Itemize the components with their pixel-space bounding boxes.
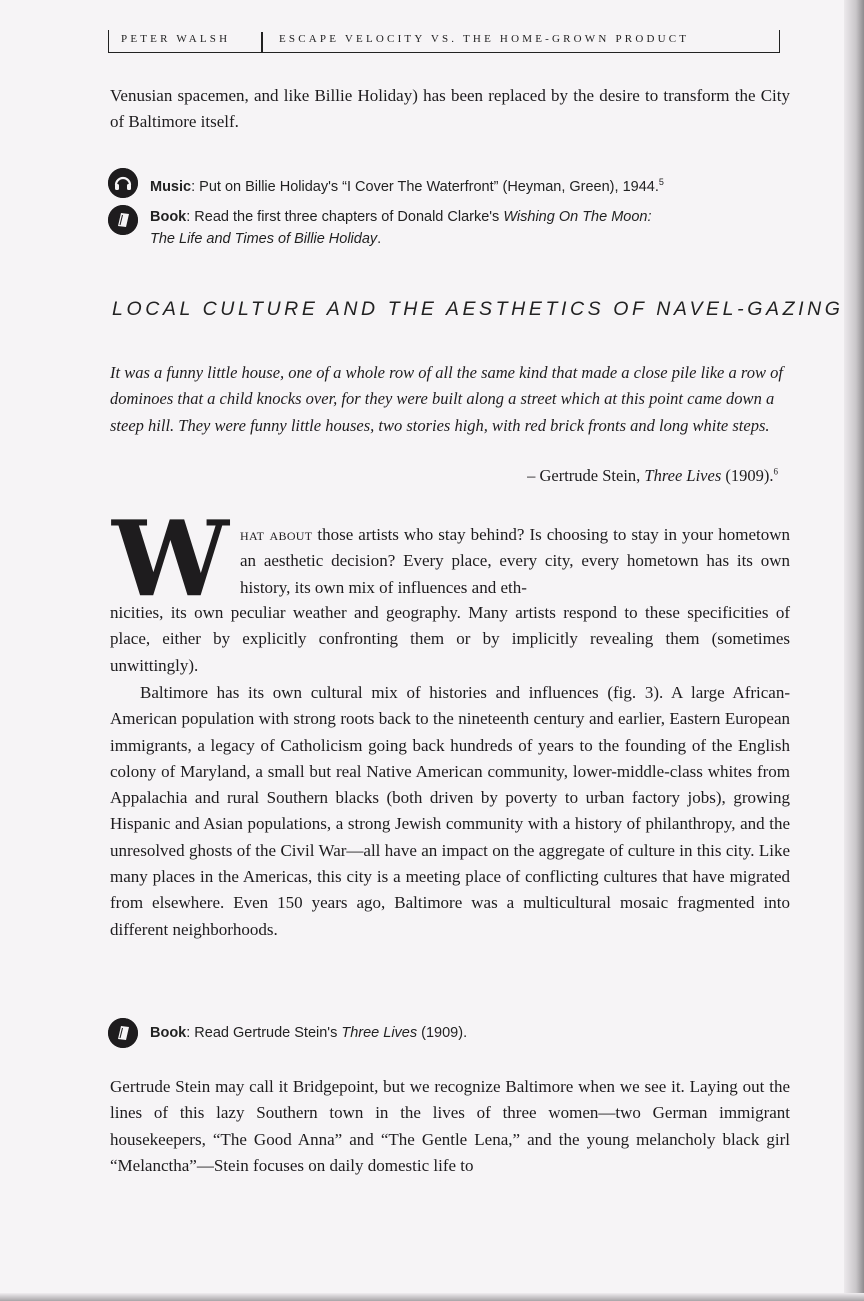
epigraph-attribution	[527, 466, 778, 486]
paragraph-2-first-lines: those artists who stay behind? Is choosing to stay in your hometown an aesthetic decision? Every place, every city, every hometown has its own history, its own mix of influences and eth-	[240, 525, 790, 597]
paragraph-2-opening	[240, 522, 790, 601]
book-resource-note-2	[108, 1018, 788, 1052]
page-edge-shadow	[844, 0, 864, 1301]
drop-cap-letter: W	[112, 497, 229, 620]
music-resource-note	[108, 168, 788, 202]
book-note-2-end: (1909).	[417, 1025, 468, 1041]
book-resource-note-1	[108, 203, 788, 255]
header-author: PETER WALSH	[121, 33, 231, 45]
music-description: : Put on Billie Holiday's “I Cover The Waterfront” (Heyman, Green), 1944.	[191, 178, 659, 195]
book-label-1: Book	[150, 209, 187, 225]
book-icon	[108, 205, 138, 235]
paragraph-4: Gertrude Stein may call it Bridgepoint, but we recognize Baltimore when we see it. Laying out the lines of this lazy Southern town in the lives of three women—two German immigrant housekeepers, “The Good Anna” and “The Gentle Lena,” and the young melancholy black girl “Melanctha”—Stein focuses on daily domestic life to	[110, 1077, 790, 1175]
running-header	[108, 30, 780, 53]
attribution-year: (1909).	[721, 466, 774, 485]
paragraph-3: Baltimore has its own cultural mix of histories and influences (fig. 3). A large African-American population with strong roots back to the nineteenth century and earlier, Eastern European immigrants, a legacy of Catholicism going back hundreds of years to the founding of the English colony of Maryland, a small but real Native American community, lower-middle-class whites from Appalachia and rural Southern blacks (both driven by poverty to urban factory jobs), growing Hispanic and Asian populations, a strong Jewish community with a history of philanthropy, and the unresolved ghosts of the Civil War—all have an impact on the aggregate of culture in this city. Like many places in the Americas, this city is a meeting place of conflicting cultures that have migrated from elsewhere. Even 150 years ago, Baltimore was a multicultural mosaic fragmented into different neighborhoods.	[110, 683, 790, 939]
header-divider	[261, 32, 263, 52]
music-note-text	[150, 171, 664, 198]
attribution-work: Three Lives	[644, 466, 722, 485]
book-note-1-end: .	[377, 231, 382, 247]
book-note-2-title: Three Lives	[341, 1025, 418, 1041]
book-note-2-description: : Read Gertrude Stein's	[186, 1025, 342, 1041]
book-title-line-2: The Life and Times of Billie Holiday	[150, 231, 378, 247]
page-bottom-edge	[0, 1293, 864, 1301]
intro-paragraph: Venusian spacemen, and like Billie Holiday) has been replaced by the desire to transform the City of Baltimore itself.	[110, 86, 790, 132]
footnote-marker-6[interactable]: 6	[773, 466, 778, 477]
attribution-prefix: – Gertrude Stein,	[527, 466, 645, 485]
book-note-2-text	[150, 1022, 467, 1044]
paragraph-2-lead-in: hat about	[240, 525, 313, 544]
book-title-line-1: Wishing On The Moon:	[503, 209, 652, 225]
book-icon	[108, 1018, 138, 1048]
book-note-1-description: : Read the first three chapters of Donald Clarke's	[186, 209, 504, 225]
paragraph-2-continuation: nicities, its own peculiar weather and geography. Many artists respond to these specificities of place, either by explicitly confronting them or by implicitly revealing them (sometimes unwittingly).	[110, 603, 790, 675]
book-note-1-text	[150, 206, 652, 250]
music-label: Music	[150, 178, 192, 195]
header-chapter-title: ESCAPE VELOCITY VS. THE HOME-GROWN PRODUCT	[279, 33, 690, 45]
music-note-icon	[108, 168, 138, 198]
footnote-marker-5[interactable]: 5	[658, 177, 664, 187]
book-label-2: Book	[150, 1025, 187, 1041]
epigraph-quote: It was a funny little house, one of a whole row of all the same kind that made a close pile like a row of dominoes that a child knocks over, for they were built along a street which at this point came down a steep hill. They were funny little houses, two stories high, with red brick fronts and long white steps.	[110, 363, 783, 435]
section-heading: LOCAL CULTURE AND THE AESTHETICS OF NAVEL-GAZING	[112, 298, 844, 320]
